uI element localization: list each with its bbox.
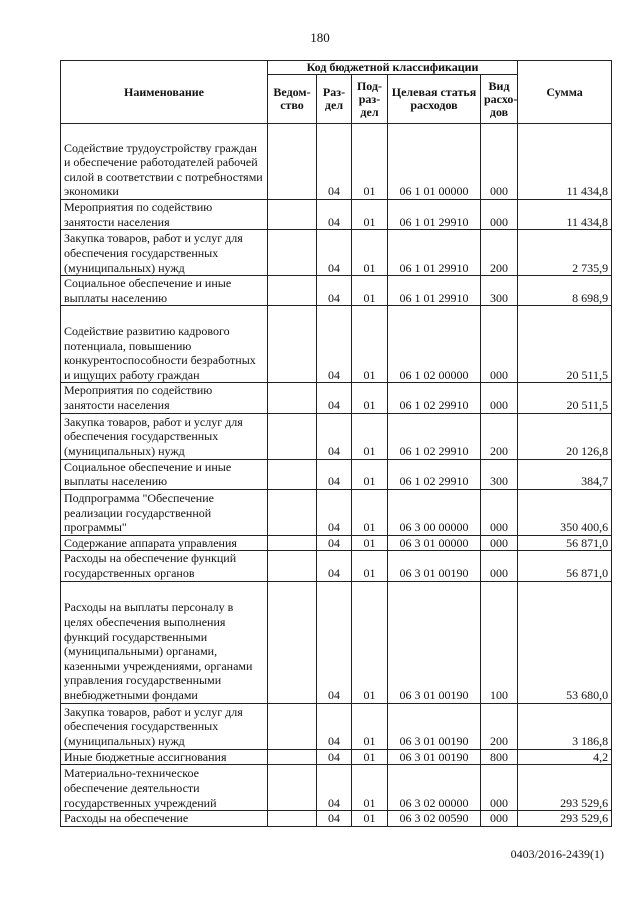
cell-podrazdel: 01 xyxy=(352,811,388,827)
cell-tselevaya: 06 1 01 29910 xyxy=(388,200,481,230)
cell-name: Содержание аппарата управления xyxy=(61,535,268,551)
table-row xyxy=(61,749,612,765)
cell-podrazdel: 01 xyxy=(352,124,388,200)
header-summa: Сумма xyxy=(518,61,612,124)
cell-ved xyxy=(268,581,317,703)
cell-summa: 20 126,8 xyxy=(518,413,612,459)
cell-razdel: 04 xyxy=(317,703,352,749)
cell-summa: 3 186,8 xyxy=(518,703,612,749)
cell-podrazdel: 01 xyxy=(352,383,388,413)
cell-podrazdel: 01 xyxy=(352,200,388,230)
cell-tselevaya: 06 3 02 00590 xyxy=(388,811,481,827)
cell-summa: 56 871,0 xyxy=(518,551,612,581)
cell-tselevaya: 06 1 02 29910 xyxy=(388,413,481,459)
table-row xyxy=(61,551,612,581)
cell-ved xyxy=(268,489,317,535)
cell-tselevaya: 06 1 02 29910 xyxy=(388,459,481,489)
header-tselevaya: Целевая статья расходов xyxy=(388,75,481,124)
cell-razdel: 04 xyxy=(317,124,352,200)
cell-ved xyxy=(268,383,317,413)
cell-vid: 800 xyxy=(481,749,518,765)
table-row xyxy=(61,230,612,276)
budget-table xyxy=(60,60,612,827)
cell-ved xyxy=(268,551,317,581)
cell-name: Закупка товаров, работ и услуг для обеспечения государственных (муниципальных) нужд xyxy=(61,413,268,459)
cell-tselevaya: 06 3 01 00190 xyxy=(388,703,481,749)
cell-summa: 293 529,6 xyxy=(518,811,612,827)
cell-name: Мероприятия по содействию занятости населения xyxy=(61,200,268,230)
cell-ved xyxy=(268,276,317,306)
cell-summa: 293 529,6 xyxy=(518,765,612,811)
cell-razdel: 04 xyxy=(317,811,352,827)
cell-tselevaya: 06 3 01 00190 xyxy=(388,551,481,581)
header-code-group: Код бюджетной классификации xyxy=(268,61,518,75)
cell-razdel: 04 xyxy=(317,581,352,703)
cell-tselevaya: 06 1 01 29910 xyxy=(388,230,481,276)
table-row xyxy=(61,535,612,551)
cell-ved xyxy=(268,230,317,276)
cell-razdel: 04 xyxy=(317,230,352,276)
cell-summa: 53 680,0 xyxy=(518,581,612,703)
table-row xyxy=(61,811,612,827)
cell-vid: 000 xyxy=(481,124,518,200)
cell-name: Содействие трудоустройству граждан и обеспечение работодателей рабочей силой в соответствии с потребностями экономики xyxy=(61,124,268,200)
cell-vid: 000 xyxy=(481,535,518,551)
cell-podrazdel: 01 xyxy=(352,276,388,306)
cell-podrazdel: 01 xyxy=(352,703,388,749)
header-vedomstvo: Ведом-ство xyxy=(268,75,317,124)
footer-code: 0403/2016-2439(1) xyxy=(510,847,604,861)
cell-ved xyxy=(268,811,317,827)
cell-razdel: 04 xyxy=(317,200,352,230)
cell-name: Расходы на обеспечение функций государственных органов xyxy=(61,551,268,581)
cell-razdel: 04 xyxy=(317,459,352,489)
cell-summa: 8 698,9 xyxy=(518,276,612,306)
cell-ved xyxy=(268,124,317,200)
cell-tselevaya: 06 3 00 00000 xyxy=(388,489,481,535)
table-row xyxy=(61,276,612,306)
cell-summa: 56 871,0 xyxy=(518,535,612,551)
cell-name: Материально-техническое обеспечение деятельности государственных учреждений xyxy=(61,765,268,811)
table-row xyxy=(61,200,612,230)
cell-name: Социальное обеспечение и иные выплаты населению xyxy=(61,276,268,306)
header-name: Наименование xyxy=(61,61,268,124)
cell-ved xyxy=(268,459,317,489)
cell-name: Закупка товаров, работ и услуг для обеспечения государственных (муниципальных) нужд xyxy=(61,703,268,749)
cell-podrazdel: 01 xyxy=(352,551,388,581)
table-row xyxy=(61,124,612,200)
header-podrazdel: Под-раз-дел xyxy=(352,75,388,124)
cell-name: Содействие развитию кадрового потенциала, повышению конкурентоспособности безработных и ищущих работу граждан xyxy=(61,306,268,383)
cell-podrazdel: 01 xyxy=(352,581,388,703)
cell-vid: 200 xyxy=(481,703,518,749)
page-number: 180 xyxy=(310,30,330,45)
cell-summa: 2 735,9 xyxy=(518,230,612,276)
cell-vid: 300 xyxy=(481,459,518,489)
cell-tselevaya: 06 3 01 00000 xyxy=(388,535,481,551)
cell-vid: 200 xyxy=(481,413,518,459)
cell-razdel: 04 xyxy=(317,413,352,459)
cell-summa: 4,2 xyxy=(518,749,612,765)
header-vid: Вид расхо-дов xyxy=(481,75,518,124)
cell-ved xyxy=(268,306,317,383)
cell-vid: 200 xyxy=(481,230,518,276)
cell-vid: 000 xyxy=(481,765,518,811)
cell-podrazdel: 01 xyxy=(352,765,388,811)
header-razdel: Раз-дел xyxy=(317,75,352,124)
cell-tselevaya: 06 1 01 00000 xyxy=(388,124,481,200)
cell-ved xyxy=(268,535,317,551)
cell-razdel: 04 xyxy=(317,276,352,306)
cell-vid: 100 xyxy=(481,581,518,703)
cell-tselevaya: 06 1 01 29910 xyxy=(388,276,481,306)
cell-summa: 11 434,8 xyxy=(518,200,612,230)
cell-podrazdel: 01 xyxy=(352,230,388,276)
cell-vid: 000 xyxy=(481,306,518,383)
cell-tselevaya: 06 3 01 00190 xyxy=(388,749,481,765)
cell-summa: 20 511,5 xyxy=(518,306,612,383)
table-row xyxy=(61,489,612,535)
cell-summa: 11 434,8 xyxy=(518,124,612,200)
cell-ved xyxy=(268,749,317,765)
cell-name: Мероприятия по содействию занятости населения xyxy=(61,383,268,413)
cell-podrazdel: 01 xyxy=(352,535,388,551)
cell-vid: 000 xyxy=(481,200,518,230)
table-row xyxy=(61,703,612,749)
cell-name: Закупка товаров, работ и услуг для обеспечения государственных (муниципальных) нужд xyxy=(61,230,268,276)
table-row xyxy=(61,459,612,489)
cell-name: Социальное обеспечение и иные выплаты населению xyxy=(61,459,268,489)
cell-vid: 300 xyxy=(481,276,518,306)
cell-razdel: 04 xyxy=(317,535,352,551)
cell-tselevaya: 06 3 02 00000 xyxy=(388,765,481,811)
cell-summa: 350 400,6 xyxy=(518,489,612,535)
cell-podrazdel: 01 xyxy=(352,749,388,765)
table-row xyxy=(61,413,612,459)
table-row xyxy=(61,383,612,413)
cell-razdel: 04 xyxy=(317,306,352,383)
cell-tselevaya: 06 1 02 29910 xyxy=(388,383,481,413)
cell-podrazdel: 01 xyxy=(352,306,388,383)
cell-razdel: 04 xyxy=(317,383,352,413)
cell-name: Расходы на выплаты персоналу в целях обеспечения выполнения функций государственными (муниципальными) органами, казенными учреждениями, органами управления государственными внебюджетными фондами xyxy=(61,581,268,703)
cell-name: Иные бюджетные ассигнования xyxy=(61,749,268,765)
cell-vid: 000 xyxy=(481,489,518,535)
cell-name: Расходы на обеспечение xyxy=(61,811,268,827)
cell-razdel: 04 xyxy=(317,765,352,811)
cell-podrazdel: 01 xyxy=(352,413,388,459)
cell-name: Подпрограмма "Обеспечение реализации государственной программы" xyxy=(61,489,268,535)
cell-summa: 384,7 xyxy=(518,459,612,489)
table-row xyxy=(61,765,612,811)
cell-razdel: 04 xyxy=(317,551,352,581)
cell-vid: 000 xyxy=(481,811,518,827)
cell-ved xyxy=(268,413,317,459)
cell-vid: 000 xyxy=(481,551,518,581)
cell-ved xyxy=(268,703,317,749)
cell-summa: 20 511,5 xyxy=(518,383,612,413)
cell-razdel: 04 xyxy=(317,489,352,535)
cell-podrazdel: 01 xyxy=(352,459,388,489)
cell-ved xyxy=(268,765,317,811)
cell-vid: 000 xyxy=(481,383,518,413)
table-row xyxy=(61,581,612,703)
cell-podrazdel: 01 xyxy=(352,489,388,535)
cell-ved xyxy=(268,200,317,230)
table-row xyxy=(61,306,612,383)
cell-tselevaya: 06 3 01 00190 xyxy=(388,581,481,703)
cell-razdel: 04 xyxy=(317,749,352,765)
cell-tselevaya: 06 1 02 00000 xyxy=(388,306,481,383)
